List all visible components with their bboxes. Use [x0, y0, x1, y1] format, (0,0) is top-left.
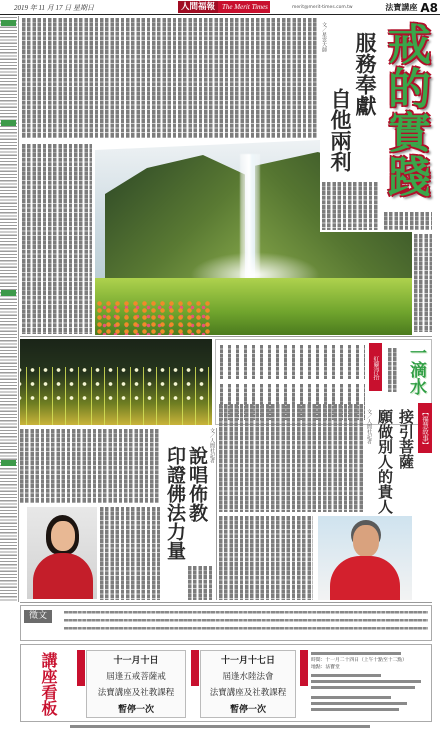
contact-email: merit@merit-times.com.tw	[292, 5, 353, 10]
lecture-details-text	[311, 696, 391, 699]
story-right-photo	[318, 516, 412, 600]
session-tab	[300, 650, 308, 686]
paper-logo	[178, 1, 270, 13]
face	[51, 521, 75, 551]
story-left-photo	[27, 507, 97, 599]
story-left-body-text	[20, 429, 160, 503]
story-right-title: 願做別人的貴人	[376, 409, 394, 514]
paper-name: 人間福報	[178, 1, 218, 13]
call-for-papers-label: 徵文	[24, 610, 52, 623]
story-right-tag: 【福慧故事】	[418, 403, 432, 453]
lecture-details-text	[311, 686, 415, 689]
lecture-speaker-text	[311, 674, 381, 677]
issue-date: 2019 年 11 月 17 日 星期日	[14, 4, 94, 12]
main-article-subtitle: 自他兩利	[328, 88, 352, 172]
lecture-details-text	[311, 702, 407, 705]
session-date: 十一月十七日	[220, 656, 275, 666]
left-index-strip	[0, 17, 17, 601]
flowers	[95, 300, 210, 335]
story-right-body-text	[219, 404, 363, 512]
dewdrops	[20, 361, 212, 401]
index-marker	[1, 290, 16, 296]
page-number: A8	[420, 0, 438, 15]
story-right-title: 接引菩薩	[397, 409, 415, 469]
masthead	[0, 0, 440, 15]
lecture-place: 地點：法寶堂	[311, 665, 340, 670]
session-tab	[191, 650, 199, 686]
red-shirt	[330, 556, 400, 600]
session-reason: 屆逢水陸法會	[222, 672, 274, 682]
session-status: 暫停一次	[229, 705, 266, 715]
face	[353, 525, 379, 557]
session-card	[200, 650, 296, 718]
section-divider	[20, 602, 432, 603]
main-article-body-text	[384, 212, 432, 230]
session-reason: 屆逢五戒菩薩戒	[106, 672, 166, 682]
story-right-body-text	[219, 516, 313, 600]
column-divider	[216, 428, 217, 600]
story-left-byline: 文／人間社記者	[209, 428, 215, 463]
story-right-byline: 文／人間社記者	[366, 409, 372, 444]
lecture-time: 時間：十一月二十四日（上午十點至十二點）	[311, 658, 407, 663]
section-header	[352, 1, 438, 14]
poem-byline	[388, 348, 397, 392]
column-divider	[18, 16, 19, 602]
paper-name-english: The Merit Times	[222, 3, 268, 11]
main-article-body-text	[414, 234, 432, 332]
call-for-papers-text	[64, 611, 428, 635]
session-program: 法寶講座及社教課程	[209, 688, 287, 698]
section-divider	[20, 336, 432, 337]
main-article-body-text	[322, 182, 378, 230]
main-article-body-text	[22, 144, 92, 334]
session-status: 暫停一次	[117, 705, 154, 715]
lecture-details-text	[311, 708, 399, 711]
story-left-body-text	[100, 507, 160, 600]
index-marker	[1, 20, 16, 26]
session-date: 十一月十日	[113, 656, 159, 666]
index-marker	[1, 120, 16, 126]
story-left-title: 說唱佈教	[186, 446, 208, 522]
footer-note	[70, 725, 370, 728]
poem-text	[220, 345, 365, 379]
story-left-title: 印證佛法力量	[164, 446, 186, 560]
waterfall-photo	[95, 140, 412, 335]
session-tab	[77, 650, 85, 686]
lecture-board-title: 講座看板	[39, 652, 58, 716]
session-program: 法寶講座及社教課程	[97, 688, 175, 698]
main-article-subtitle: 服務奉獻	[353, 32, 377, 116]
lecture-details-text	[311, 680, 421, 683]
poem-column-label: 紅塵浮拾	[369, 343, 382, 391]
index-marker	[1, 460, 16, 466]
main-article-body-text	[22, 18, 318, 138]
sprout-dewdrop-photo	[20, 339, 212, 425]
session-card	[86, 650, 186, 718]
main-article-title: 戒的實踐	[381, 22, 431, 198]
lecture-topic-text	[311, 652, 401, 655]
poem-title: 一滴水	[406, 344, 426, 395]
section-name: 法寶講座	[385, 3, 418, 12]
main-article-byline: 文／星雲大師	[321, 22, 327, 52]
red-top	[33, 553, 93, 599]
next-lecture-info	[311, 650, 430, 718]
story-left-body-text	[188, 566, 212, 600]
